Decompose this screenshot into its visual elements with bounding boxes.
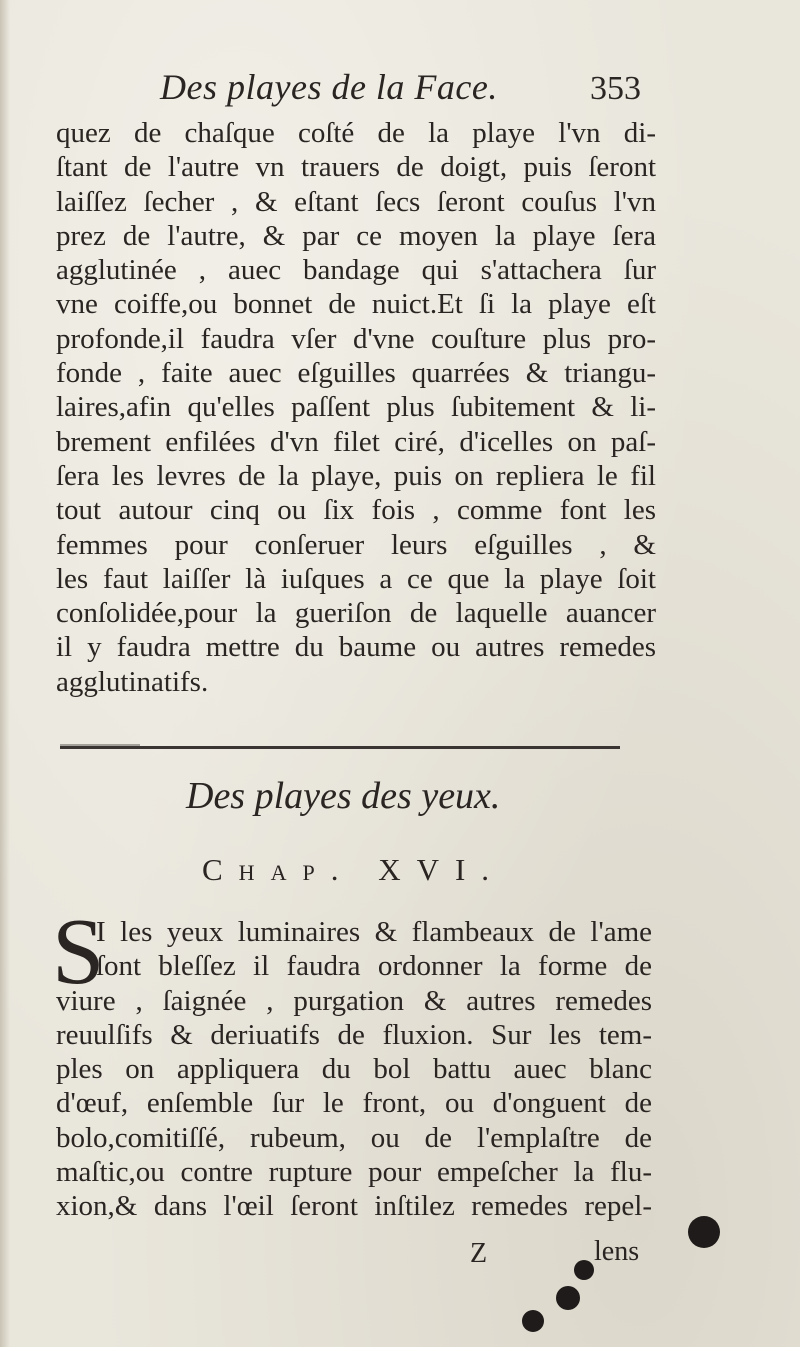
text-line: viure , ſaignée , purgation & autres remedes [56, 984, 652, 1017]
text-line: femmes pour conſeruer leurs eſguilles , & [56, 528, 656, 561]
signature-mark: Z [470, 1238, 488, 1269]
text-line: quez de chaſque coſté de la playe l'vn di- [56, 117, 656, 149]
ink-stain [688, 1216, 720, 1248]
running-title: Des playes de la Face. [160, 67, 498, 107]
text-line: xion,& dans l'œil ſeront inſtilez remedes repel- [56, 1190, 652, 1223]
text-line: I les yeux luminaires & flambeaux de l'ame [96, 916, 652, 948]
text-block-plaies-yeux [56, 915, 652, 1224]
catchword: lens [594, 1236, 640, 1267]
text-line: ples on appliquera du bol battu auec blanc [56, 1053, 652, 1086]
drop-cap: S [52, 900, 105, 1004]
page-gutter-shadow [0, 0, 10, 1347]
text-line: fonde , faite auec eſguilles quarrées & triangu- [56, 357, 656, 390]
ink-stain [574, 1260, 594, 1280]
text-line: laiſſez ſecher , & eſtant ſecs ſeront couſus l'vn [56, 185, 656, 218]
text-line: les faut laiſſer là iuſques a ce que la playe ſoit [56, 562, 656, 595]
text-line: brement enfilées d'vn filet ciré, d'icelles on paſ- [56, 425, 656, 458]
ink-stain [522, 1310, 544, 1332]
text-line: ſtant de l'autre vn trauers de doigt, puis ſeront [56, 151, 656, 184]
page-header [160, 66, 660, 116]
text-line: agglutinée , auec bandage qui s'attachera ſur [56, 254, 656, 287]
text-line: il y faudra mettre du baume ou autres remedes [56, 631, 656, 664]
text-line: d'œuf, enſemble ſur le front, ou d'onguent de [56, 1087, 652, 1120]
text-line: ſont bleſſez il faudra ordonner la forme de [96, 950, 652, 983]
text-line: bolo,comitiſſé, rubeum, ou de l'emplaſtre de [56, 1121, 652, 1154]
text-line: laires,afin qu'elles paſſent plus ſubitement & li- [56, 391, 656, 424]
text-line: conſolidée,pour la gueriſon de laquelle auancer [56, 597, 656, 630]
text-line: prez de l'autre, & par ce moyen la playe ſera [56, 219, 656, 252]
section-title: Des playes des yeux. [186, 775, 501, 817]
chapter-heading: Chap. XVI. [202, 852, 506, 887]
text-line: ſera les levres de la playe, puis on repliera le fil [56, 459, 656, 492]
text-line: profonde,il faudra vſer d'vne couſture plus pro- [56, 322, 656, 355]
text-line: vne coiffe,ou bonnet de nuict.Et ſi la playe eſt [56, 288, 656, 321]
page-number: 353 [590, 70, 641, 107]
text-line: reuulſifs & deriuatifs de fluxion. Sur les tem- [56, 1018, 652, 1051]
text-block-plaies-face [56, 116, 656, 699]
text-line: agglutinatifs. [56, 665, 209, 698]
text-line: tout autour cinq ou ſix fois , comme font les [56, 494, 656, 527]
text-line: maſtic,ou contre rupture pour empeſcher la flu- [56, 1156, 652, 1189]
ink-stain [556, 1286, 580, 1310]
section-divider [60, 746, 620, 749]
